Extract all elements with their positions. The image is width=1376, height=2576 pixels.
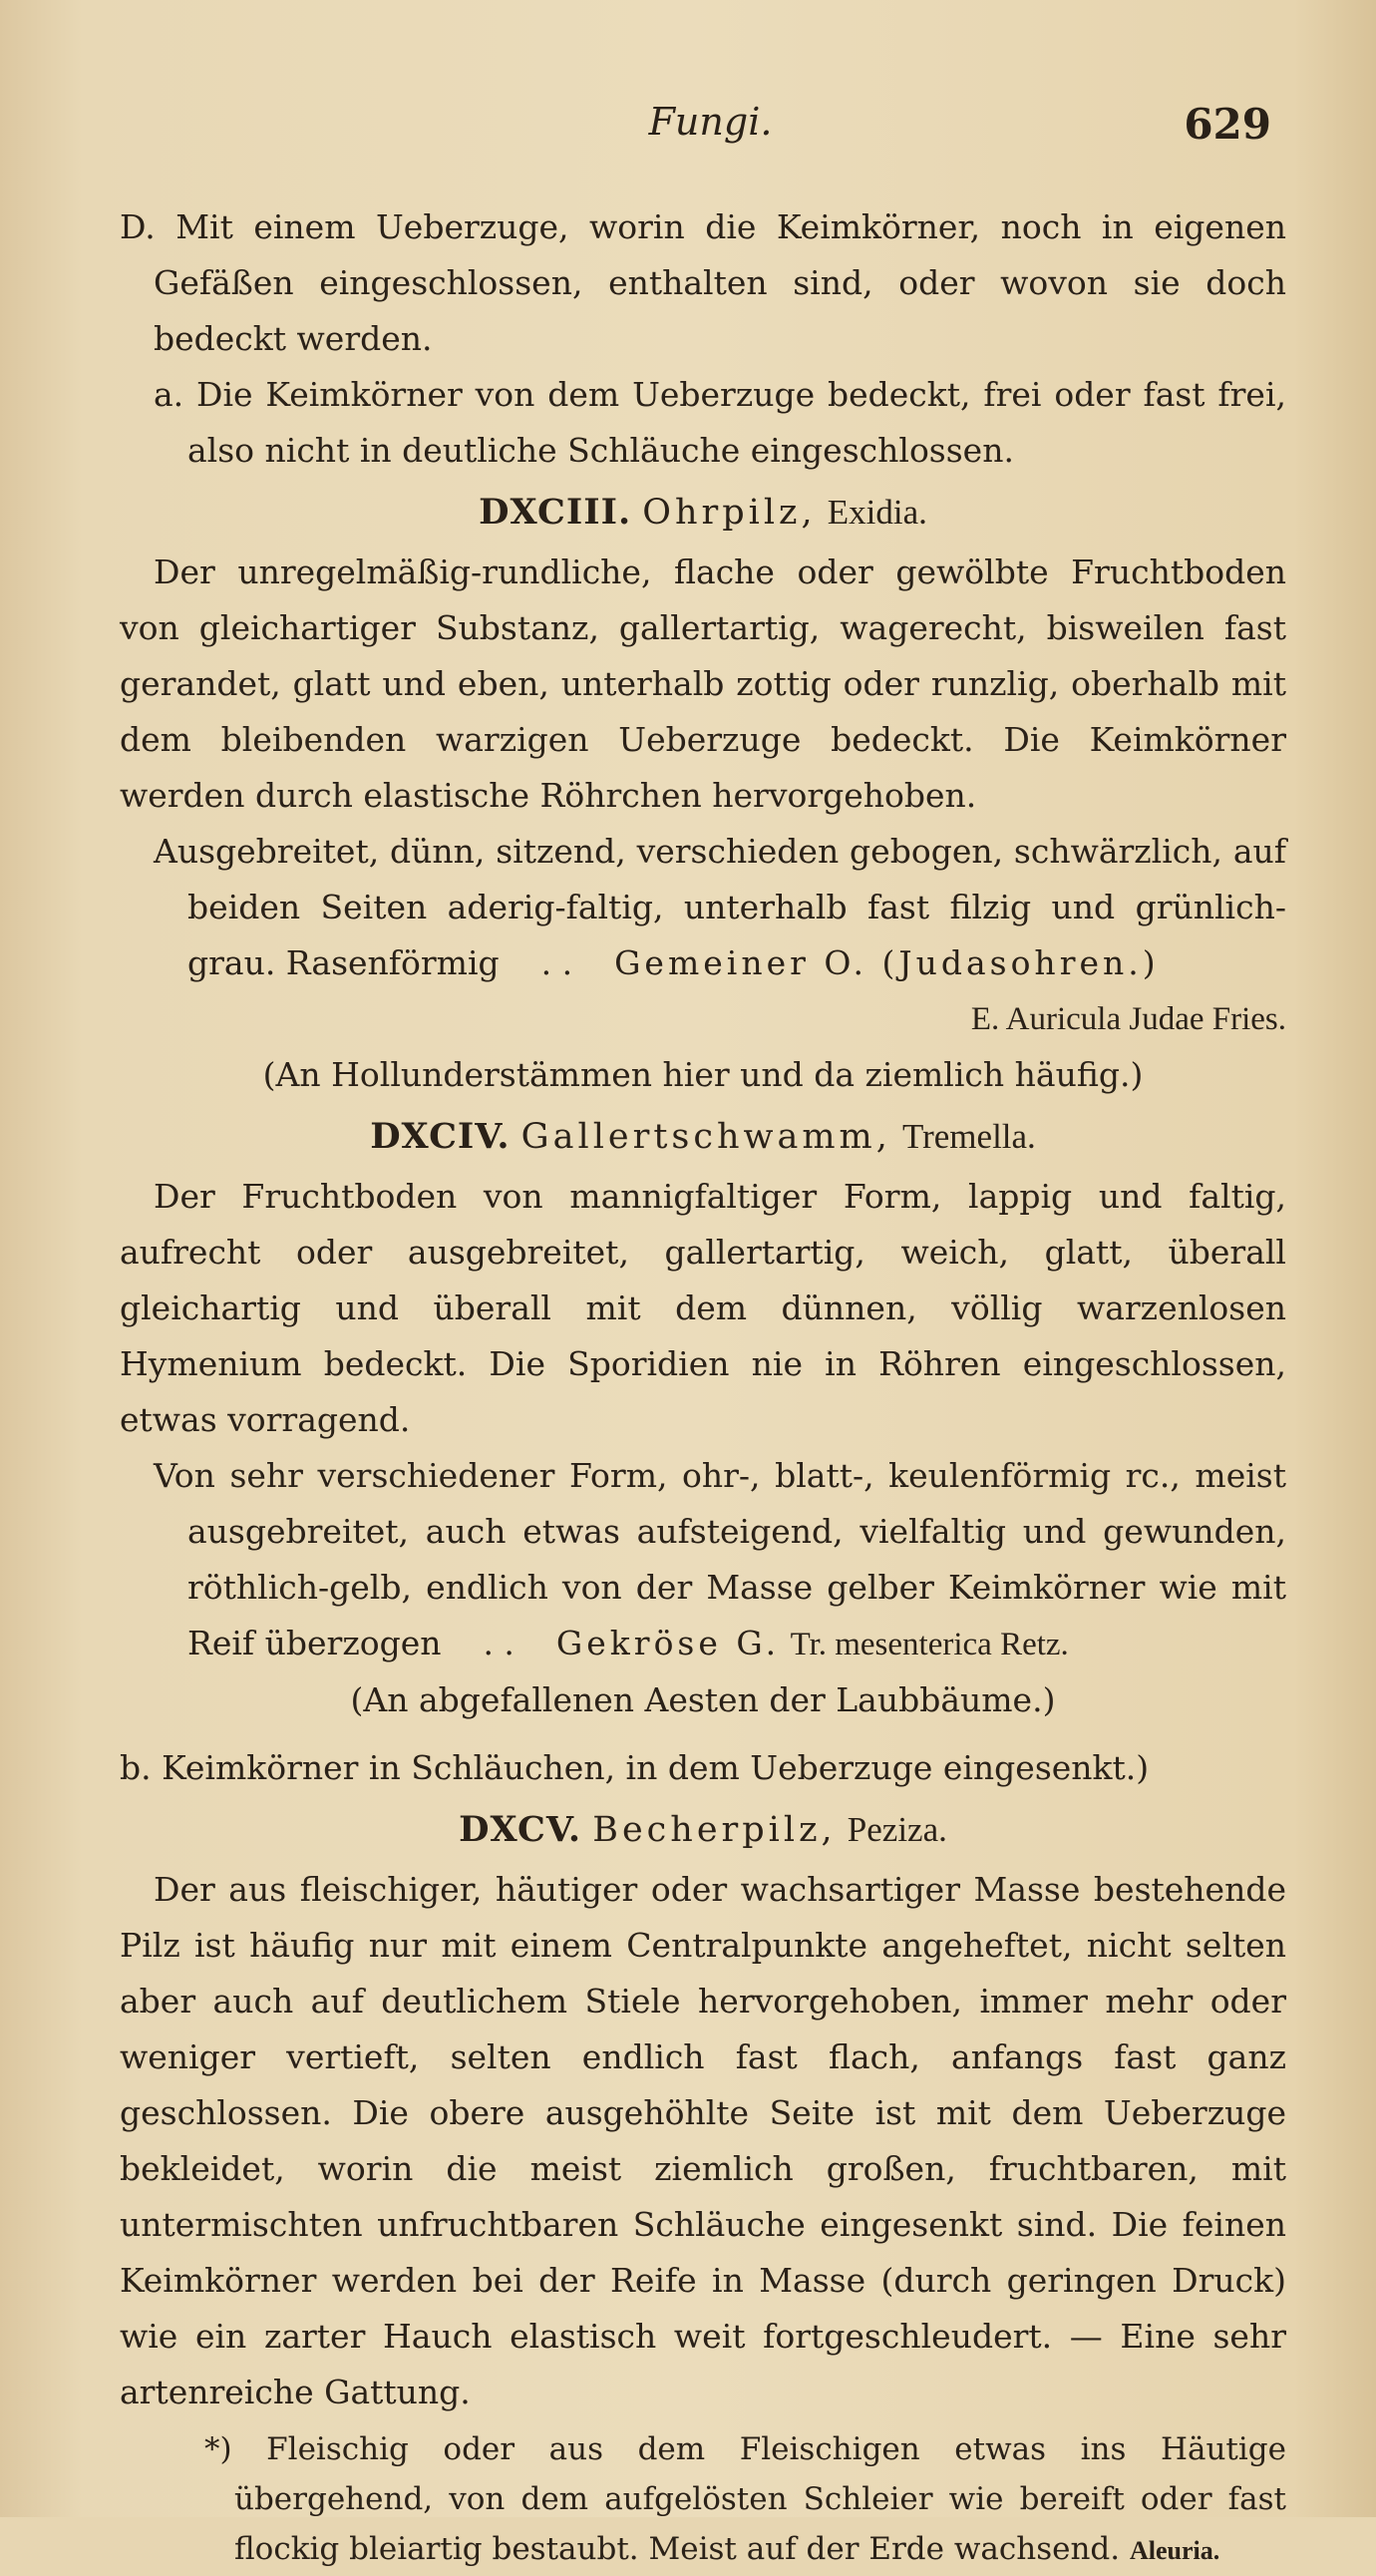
running-head: Fungi. bbox=[648, 100, 773, 144]
species-latin-name: Tr. mesenterica Retz. bbox=[790, 1627, 1069, 1662]
species-common-name: Gemeiner O. (Judasohren.) bbox=[614, 943, 1160, 982]
species-habitat: (An abgefallenen Aesten der Laubbäume.) bbox=[350, 1680, 1056, 1719]
genus-heading-dxcv bbox=[120, 1802, 1286, 1858]
species-entry bbox=[120, 1448, 1286, 1672]
subsection-b-text: b. Keimkörner in Schläuchen, in dem Ueberzuge eingesenkt.) bbox=[120, 1748, 1150, 1787]
genus-heading-dxciii bbox=[120, 485, 1286, 541]
genus-latin-name: Peziza. bbox=[847, 1810, 947, 1849]
genus-number: DXCIII. bbox=[479, 492, 632, 533]
species-common-name: Gekröse G. bbox=[555, 1624, 781, 1662]
page-number: 629 bbox=[1184, 100, 1271, 149]
footnote-text: *) Fleischig oder aus dem Fleischigen etwas ins Häutige übergehend, von dem aufgelösten Schleier wie bereift oder fast flockig bleiartig bestaubt. Meist auf der Erde wachsend. bbox=[204, 2431, 1286, 2567]
subsection-a-text: a. Die Keimkörner von dem Ueberzuge bedeckt, frei oder fast frei, also nicht in deutliche Schläuche eingeschlossen. bbox=[154, 375, 1286, 470]
genus-heading-dxciv bbox=[120, 1109, 1286, 1165]
page-header bbox=[150, 100, 1271, 150]
genus-description: Der aus fleischiger, häutiger oder wachsartiger Masse bestehende Pilz ist häufig nur mit einem Centralpunkte angeheftet, nicht selten aber auch auf deutlichem Stiele hervorgehoben, immer mehr oder weniger vertieft, selten endlich fast flach, anfangs fast ganz geschlossen. Die obere ausgehöhlte Seite ist mit dem Ueberzuge bekleidet, worin die meist ziemlich großen, fruchtbaren, mit untermischten unfruchtbaren Schläuche eingesenkt sind. Die feinen Keimkörner werden bei der Reife in Masse (durch geringen Druck) wie ein zarter Hauch elastisch weit fortgeschleudert. — Eine sehr artenreiche Gattung. bbox=[120, 1870, 1286, 2411]
leader-dots: . . bbox=[540, 943, 573, 982]
genus-number: DXCIV. bbox=[370, 1116, 511, 1157]
footnote-group bbox=[120, 2424, 1286, 2576]
genus-description: Der Fruchtboden von mannigfaltiger Form, lappig und faltig, aufrecht oder ausgebreitet, gallertartig, weich, glatt, überall gleichartig und überall mit dem dünnen, völlig warzenlosen Hymenium bedeckt. Die Sporidien nie in Röhren eingeschlossen, etwas vorragend. bbox=[120, 1177, 1286, 1439]
species-habitat: (An Hollunderstämmen hier und da ziemlich häufig.) bbox=[262, 1055, 1144, 1094]
genus-german-name: Becherpilz, bbox=[592, 1810, 837, 1850]
genus-description: Der unregelmäßig-rundliche, flache oder gewölbte Fruchtboden von gleichartiger Substanz, gallertartig, wagerecht, bisweilen fast gerandet, glatt und eben, unterhalb zottig oder runzlig, oberhalb mit dem bleibenden warzigen Ueberzuge bedeckt. Die Keimkörner werden durch elastische Röhrchen hervorgehoben. bbox=[120, 552, 1286, 815]
genus-number: DXCV. bbox=[459, 1809, 582, 1850]
section-d-text: D. Mit einem Ueberzuge, worin die Keimkörner, noch in eigenen Gefäßen eingeschlossen, enthalten sind, oder wovon sie doch bedeckt werden. bbox=[120, 207, 1286, 358]
species-description: Ausgebreitet, dünn, sitzend, verschieden gebogen, schwärzlich, auf beiden Seiten aderig-faltig, unterhalb fast filzig und grünlich-grau. Rasenförmig bbox=[154, 832, 1286, 982]
species-entry bbox=[120, 824, 1286, 991]
spacer bbox=[120, 1728, 1286, 1740]
genus-german-name: Gallertschwamm, bbox=[520, 1117, 891, 1157]
species-description: Von sehr verschiedener Form, ohr-, blatt-, keulenförmig rc., meist ausgebreitet, auch etwas aufsteigend, vielfaltig und gewunden, röthlich-gelb, endlich von der Masse gelber Keimkörner wie mit Reif überzogen bbox=[154, 1456, 1286, 1662]
genus-latin-name: Exidia. bbox=[827, 493, 927, 532]
genus-latin-name: Tremella. bbox=[901, 1117, 1036, 1156]
species-latin-name: E. Auricula Judae Fries. bbox=[970, 1001, 1286, 1037]
page-body bbox=[120, 199, 1286, 2576]
footnote-tag: Aleuria. bbox=[1129, 2536, 1220, 2565]
genus-german-name: Ohrpilz, bbox=[642, 493, 817, 533]
leader-dots: . . bbox=[483, 1624, 515, 1662]
